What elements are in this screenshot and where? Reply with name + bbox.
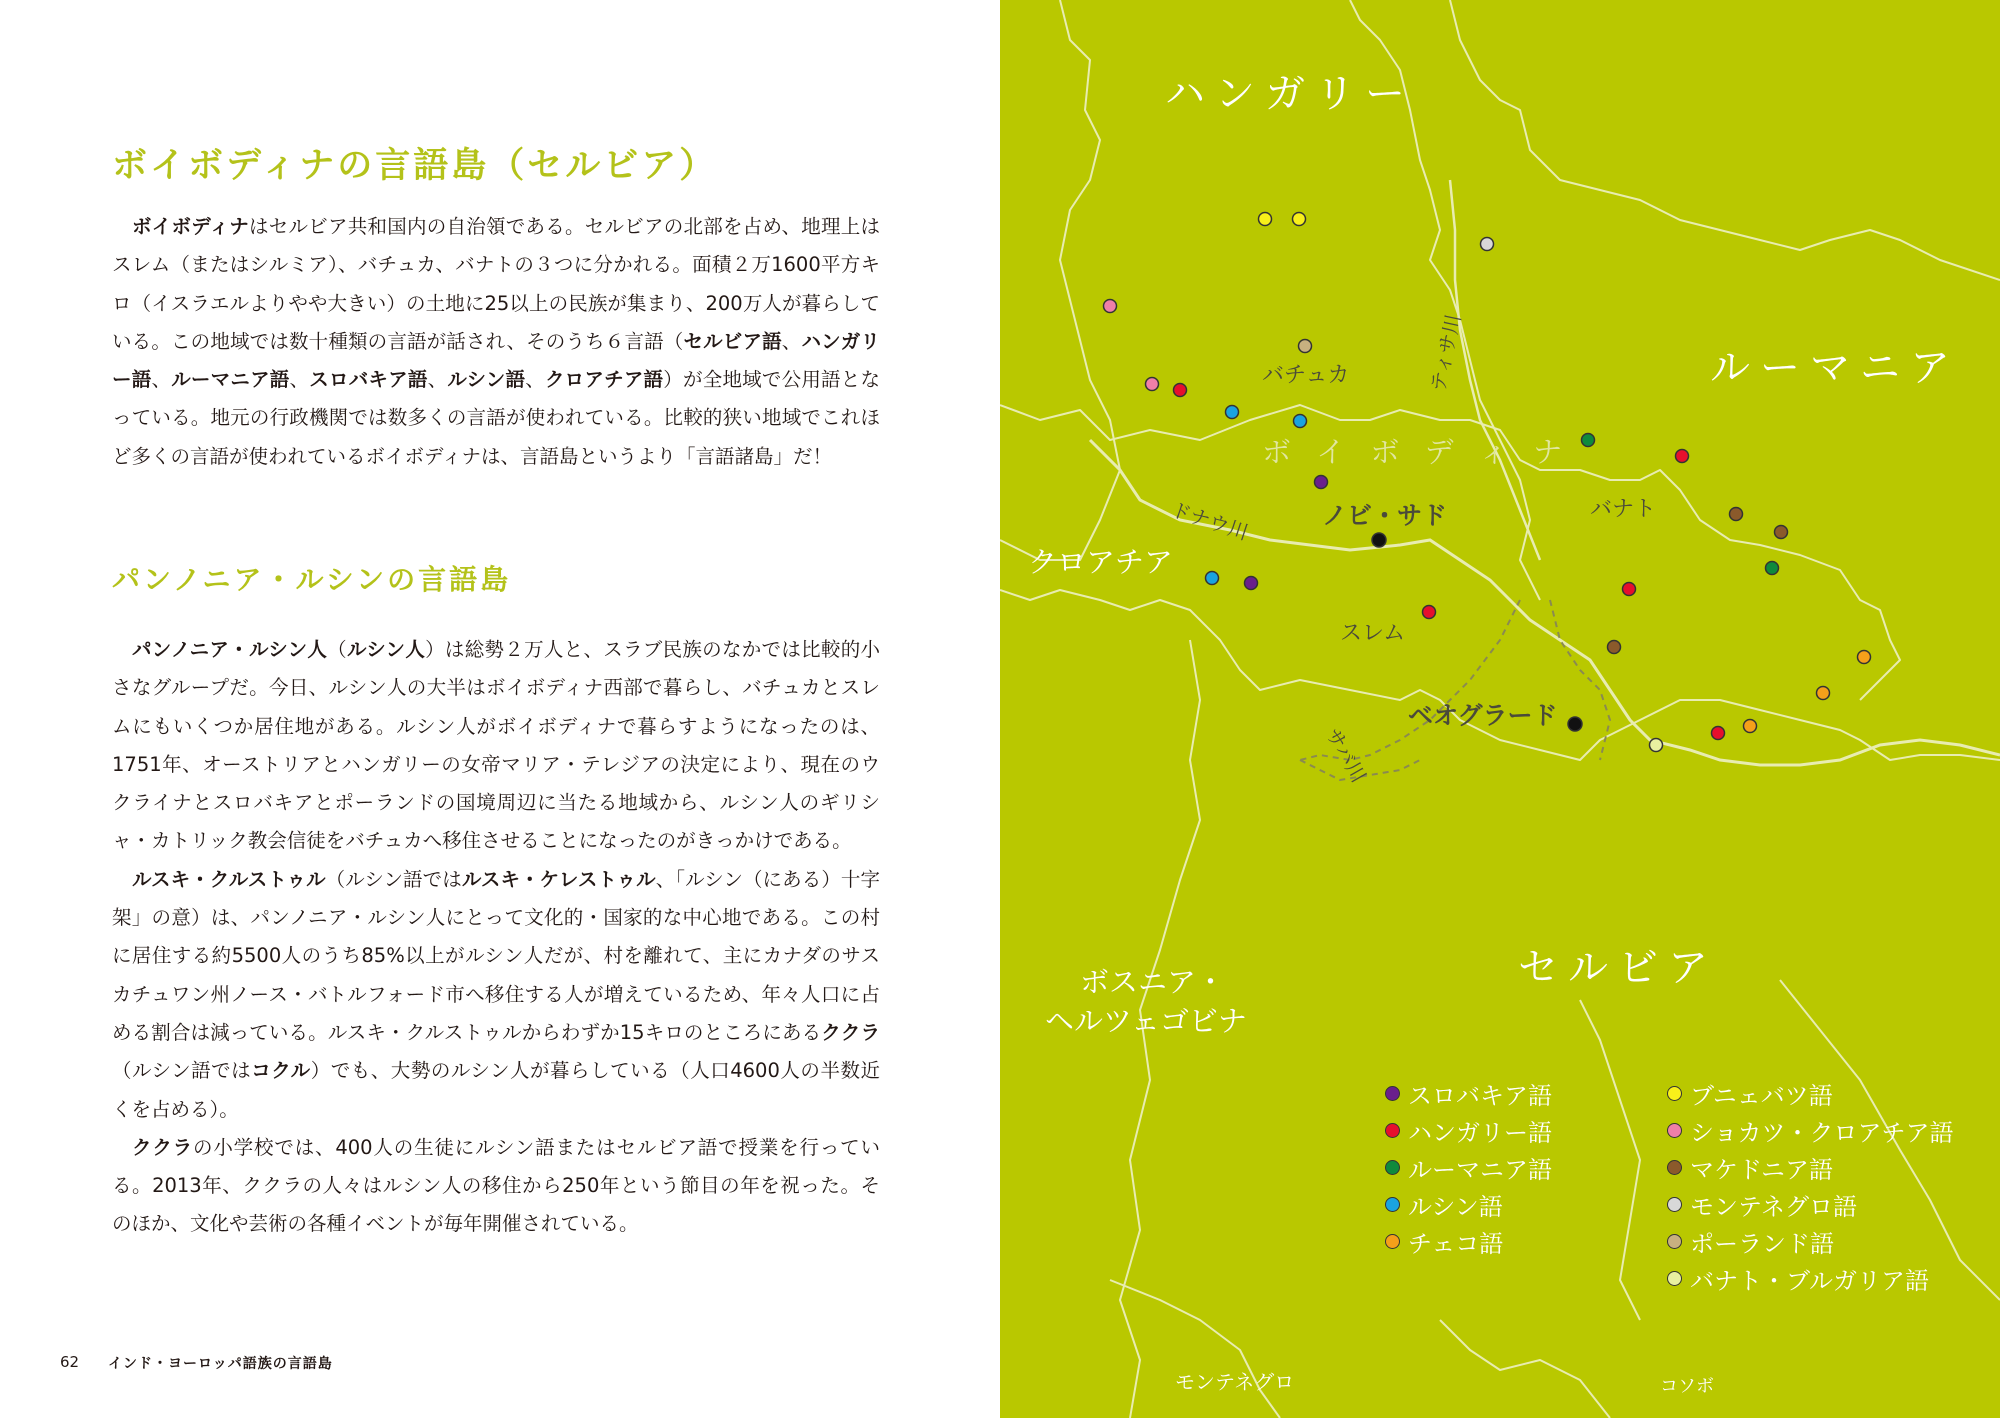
- legend-label: ルーマニア語: [1408, 1156, 1552, 1184]
- label-hungary: ハンガリー: [1165, 71, 1415, 117]
- dot-sokac: [1104, 300, 1117, 313]
- legend-label: スロバキア語: [1408, 1082, 1552, 1110]
- text-run: （ルシン語では: [325, 867, 462, 891]
- map-page: [1000, 0, 2000, 1418]
- dot-macedonian: [1608, 641, 1621, 654]
- page-title: ボイボディナの言語島（セルビア）: [112, 146, 718, 186]
- legend-label: チェコ語: [1408, 1230, 1504, 1258]
- intro-paragraph: [112, 208, 880, 476]
- label-backa: バチュカ: [1262, 363, 1350, 388]
- dot-city-novi-sad: [1372, 533, 1386, 547]
- bold-term: ルシン人: [346, 638, 426, 661]
- label-serbia: セルビア: [1518, 945, 1718, 991]
- border-kosovo: [1440, 1320, 1610, 1418]
- legend-label: ルシン語: [1408, 1193, 1503, 1221]
- legend-label: ハンガリー語: [1408, 1119, 1552, 1147]
- bold-term: ククラ: [132, 1135, 194, 1159]
- text-run: 、: [289, 368, 310, 392]
- text-run: 、「ルシン（にある）十字架」の意）は、パンノニア・ルシン人にとって文化的・国家的な中心地である。この村に居住する約5500人のうち85%以上がルシン人だが、村を離れて、主にカナダのサスカチュワン州ノース・バトルフォード市へ移住する人が増えているため、年々人口に占める割合は減っている。ルスキ・クルストゥルからわずか15キロのところにある: [112, 867, 880, 1044]
- legend-item: [1385, 1186, 1552, 1223]
- legend-dot-icon: [1667, 1123, 1682, 1138]
- legend-dot-icon: [1385, 1160, 1400, 1175]
- bold-term: コクル: [251, 1059, 311, 1083]
- legend-item: [1385, 1112, 1552, 1149]
- legend-item: [1385, 1149, 1552, 1186]
- dot-hungarian: [1423, 606, 1436, 619]
- dot-sokac: [1146, 378, 1159, 391]
- label-novi-sad: ノビ・サド: [1322, 501, 1448, 530]
- body-text-1: [112, 631, 880, 861]
- bold-term: パンノニア・ルシン人: [132, 638, 328, 661]
- legend-dot-icon: [1667, 1160, 1682, 1175]
- label-belgrade: ベオグラード: [1408, 701, 1558, 730]
- dot-slovak: [1245, 577, 1258, 590]
- dot-rusyn: [1226, 406, 1239, 419]
- dot-macedonian: [1775, 526, 1788, 539]
- text-run: 、: [525, 368, 545, 392]
- dot-rusyn: [1294, 415, 1307, 428]
- bold-term: セルビア語: [683, 329, 782, 353]
- text-run: ）が全地域で公用語となっている。地元の行政機関では数多くの言語が使われている。比較的狭い地域でこれほど多くの言語が使われているボイボディナは、言語島というより「言語諸島」だ！: [112, 368, 880, 468]
- text-run: 、: [151, 368, 172, 392]
- label-sava: サバ川: [1321, 723, 1372, 787]
- running-head: インド・ヨーロッパ語族の言語島: [108, 1356, 333, 1372]
- legend-item: [1667, 1186, 1954, 1223]
- text-run: （ルシン語では: [112, 1059, 252, 1083]
- dot-czech: [1817, 687, 1830, 700]
- legend-left: [1385, 1075, 1552, 1260]
- legend-dot-icon: [1385, 1086, 1400, 1101]
- dot-czech: [1858, 651, 1871, 664]
- bold-term: クロアチア語: [544, 368, 664, 392]
- dot-bunjevac: [1293, 213, 1306, 226]
- legend-right: [1667, 1075, 1954, 1297]
- text-run: ）は総勢２万人と、スラブ民族のなかでは比較的小さなグループだ。今日、ルシン人の大半はボイボディナ西部で暮らし、バチュカとスレムにもいくつか居住地がある。ルシン人がボイボディナで暮らすようになったのは、1751年、オーストリアとハンガリーの女帝マリア・テレジアの決定により、現在のウクライナとスロバキアとポーランドの国境周辺に当たる地域から、ルシン人のギリシャ・カトリック教会信徒をバチュカへ移住させることになったのがきっかけである。: [112, 638, 880, 853]
- dot-montenegrin: [1481, 238, 1494, 251]
- text-run: の小学校では、400人の生徒にルシン語またはセルビア語で授業を行っている。2013年、ククラの人々はルシン人の移住から250年という節目の年を祝った。そのほか、文化や芸術の各種イベントが毎年開催されている。: [112, 1135, 880, 1236]
- text-run: 、: [781, 329, 802, 353]
- legend-dot-icon: [1385, 1197, 1400, 1212]
- body-text-2: [112, 861, 880, 1129]
- label-danube: ドナウ川: [1167, 497, 1252, 545]
- legend-item: [1385, 1075, 1552, 1112]
- body-paragraphs: [112, 631, 880, 1244]
- legend-label: ショカツ・クロアチア語: [1690, 1119, 1954, 1147]
- bold-term: ルーマニア語: [171, 368, 290, 392]
- legend-dot-icon: [1667, 1234, 1682, 1249]
- legend-item: [1667, 1075, 1954, 1112]
- legend-label: ブニェバツ語: [1690, 1082, 1833, 1110]
- legend-label: モンテネグロ語: [1690, 1193, 1858, 1221]
- text-run: 、: [427, 368, 448, 392]
- dot-macedonian: [1730, 508, 1743, 521]
- bold-term: ボイボディナ: [132, 215, 249, 238]
- legend-label: バナト・ブルガリア語: [1690, 1267, 1930, 1295]
- legend-label: マケドニア語: [1690, 1156, 1834, 1184]
- body-text-3: [112, 1129, 880, 1244]
- language-dots: [1104, 213, 1871, 752]
- label-bosnia-2: ヘルツェゴビナ: [1045, 1004, 1247, 1038]
- legend-item: [1667, 1260, 1954, 1297]
- legend-label: ポーランド語: [1690, 1230, 1834, 1258]
- dot-hungarian: [1623, 583, 1636, 596]
- legend-dot-icon: [1667, 1197, 1682, 1212]
- label-kosovo: コソボ: [1660, 1376, 1714, 1397]
- border-croatia: [1000, 590, 2000, 760]
- legend-item: [1667, 1223, 1954, 1260]
- dot-czech: [1744, 720, 1757, 733]
- bold-term: ククラ: [821, 1020, 880, 1044]
- text-run: はセルビア共和国内の自治領である。セルビアの北部を占め、地理上はスレム（またはシルミア）、バチュカ、バナトの３つに分かれる。面積２万1600平方キロ（イスラエルよりやや大きい）の土地に25以上の民族が集まり、200万人が暮らしている。この地域では数十種類の言語が話され、そのうち６言語（: [112, 215, 880, 353]
- legend-item: [1667, 1112, 1954, 1149]
- border-south: [1580, 1000, 1640, 1320]
- dot-rusyn: [1206, 572, 1219, 585]
- section-title: パンノニア・ルシンの言語島: [112, 563, 512, 596]
- border-romania: [1450, 0, 2000, 280]
- dot-hungarian: [1712, 727, 1725, 740]
- intro-text: [112, 208, 880, 476]
- label-vojvodina: ボ イ ボ デ ィ ナ: [1262, 435, 1571, 469]
- label-croatia: クロアチア: [1028, 545, 1174, 579]
- page-number: 62: [60, 1353, 80, 1371]
- bold-term: スロバキア語: [309, 368, 428, 392]
- label-montenegro: モンテネグロ: [1175, 1370, 1295, 1394]
- legend-dot-icon: [1667, 1271, 1682, 1286]
- dot-slovak: [1315, 476, 1328, 489]
- dot-romanian: [1582, 434, 1595, 447]
- label-srem: スレム: [1340, 621, 1406, 646]
- legend-dot-icon: [1385, 1123, 1400, 1138]
- bold-term: ルスキ・ケレストゥル: [461, 867, 656, 891]
- dot-hungarian: [1174, 384, 1187, 397]
- legend-item: [1667, 1149, 1954, 1186]
- dot-romanian: [1766, 562, 1779, 575]
- legend-dot-icon: [1667, 1086, 1682, 1101]
- text-run: ）でも、大勢のルシン人が暮らしている（人口4600人の半数近くを占める）。: [112, 1059, 880, 1121]
- bold-term: ルシン語: [447, 368, 526, 392]
- label-banat: バナト: [1590, 497, 1657, 522]
- sava-river-2: [1550, 600, 1610, 760]
- dot-hungarian: [1676, 450, 1689, 463]
- dot-bunjevac: [1259, 213, 1272, 226]
- bold-term: ルスキ・クルストゥル: [132, 867, 326, 891]
- legend-dot-icon: [1385, 1234, 1400, 1249]
- legend-item: [1385, 1223, 1552, 1260]
- bold-term: ハンガリー語: [112, 329, 880, 392]
- dot-city-belgrade: [1568, 717, 1582, 731]
- label-tisa: ティサ川: [1425, 311, 1466, 394]
- label-bosnia-1: ボスニア・: [1080, 965, 1226, 999]
- border-top-left: [1000, 0, 1120, 560]
- label-romania: ルーマニア: [1710, 345, 1960, 391]
- dot-banat-bulgarian: [1650, 739, 1663, 752]
- text-run: （: [327, 638, 347, 661]
- dot-polish: [1299, 340, 1312, 353]
